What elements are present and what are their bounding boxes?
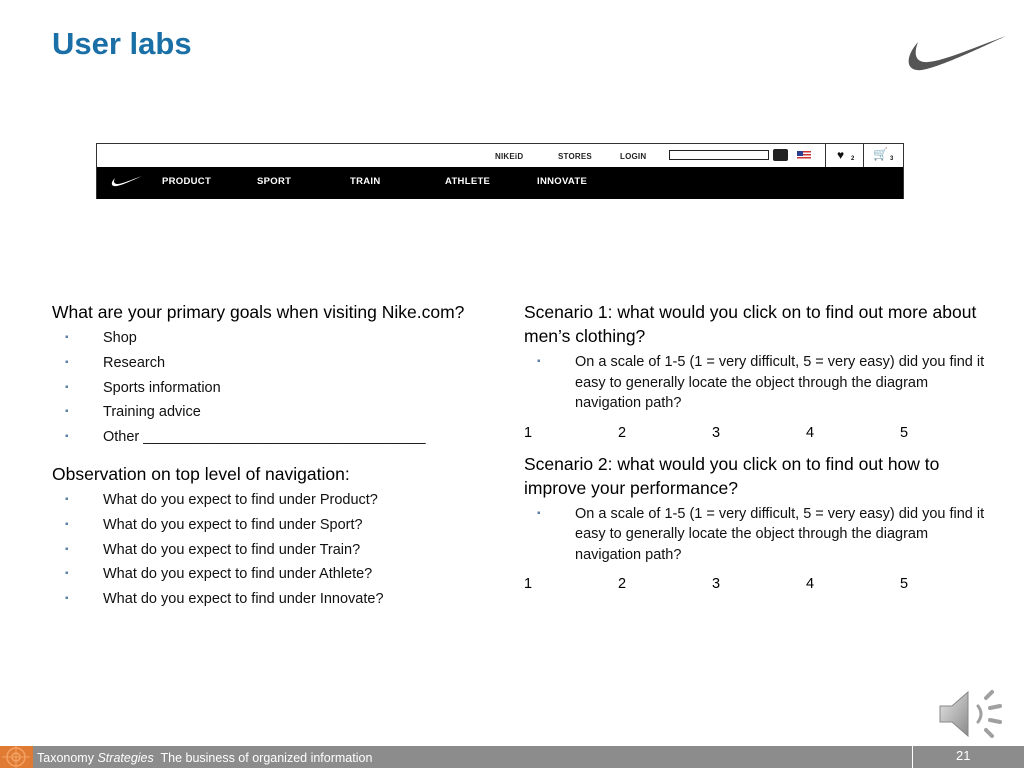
speaker-icon[interactable] [934,684,1006,744]
menu-sport[interactable]: SPORT [257,176,292,187]
nikeid-link[interactable]: NIKEiD [495,152,524,161]
scale-value: 2 [618,576,627,592]
list-item: ▪ Shop [52,326,492,351]
list-item: ▪ What do you expect to find under Innovate? [52,587,492,612]
scale-value: 1 [524,576,533,592]
ornament-icon [0,746,33,768]
scale-value: 5 [900,424,909,441]
observation-heading: Observation on top level of navigation: [52,463,350,484]
wishlist-count: 2 [851,156,855,162]
goals-list [52,326,492,450]
list-item: ▪ What do you expect to find under Sport? [52,513,492,538]
list-item: ▪ What do you expect to find under Athlete? [52,562,492,587]
scale-value: 2 [618,424,627,441]
goals-question: What are your primary goals when visiting Nike.com? [52,302,465,322]
rating-scale [524,425,994,441]
scenario-2-list [524,504,994,566]
list-item: ▪ On a scale of 1-5 (1 = very difficult, 5 = very easy) did you find it easy to generally locate the object through the diagram navigation path? [524,352,994,414]
footer-text [37,751,372,765]
footer-brand-italic: Strategies [97,751,154,765]
list-item: ▪ Sports information [52,376,492,401]
rating-scale [524,576,994,592]
nike-swoosh-icon[interactable] [109,175,143,187]
footer-bar [0,746,1024,768]
list-item: ▪ Other ___________________________________ [52,425,492,450]
scale-value: 3 [712,424,721,441]
menu-athlete[interactable]: ATHLETE [445,176,491,187]
nike-navigation-mockup [96,143,904,199]
scale-value: 4 [806,424,815,441]
scenario-1-list [524,352,994,414]
footer-divider [912,746,913,768]
left-column [52,300,492,612]
search-icon[interactable] [773,149,788,161]
page-number: 21 [956,748,971,763]
list-item: ▪ Training advice [52,400,492,425]
right-column [524,300,994,603]
nav-main-bar [97,167,903,199]
list-item: ▪ What do you expect to find under Train? [52,538,492,563]
divider [863,144,864,167]
scenario-2-question: Scenario 2: what would you click on to find out how to improve your performance? [524,453,940,498]
scenario-1-question: Scenario 1: what would you click on to find out more about men’s clothing? [524,302,977,346]
scale-value: 5 [900,576,909,592]
observation-list [52,488,492,612]
footer-tagline: The business of organized information [160,751,373,765]
scale-value: 1 [524,424,533,441]
nike-swoosh-logo [900,28,1010,76]
stores-link[interactable]: STORES [558,152,592,161]
login-link[interactable]: LOGIN [620,152,647,161]
menu-train[interactable]: TRAIN [350,176,381,187]
us-flag-icon[interactable] [797,151,811,160]
menu-product[interactable]: PRODUCT [162,176,212,187]
list-item: ▪ What do you expect to find under Product? [52,488,492,513]
search-input[interactable] [669,150,769,160]
scale-value: 4 [806,576,815,592]
list-item: ▪ Research [52,351,492,376]
menu-innovate[interactable]: INNOVATE [537,176,588,187]
scale-value: 3 [712,576,721,592]
divider [825,144,826,167]
cart-icon[interactable]: 🛒 [873,147,888,161]
list-item: ▪ On a scale of 1-5 (1 = very difficult, 5 = very easy) did you find it easy to generally locate the object through the diagram navigation path? [524,504,994,566]
footer-brand: Taxonomy [37,751,94,765]
slide-title: User labs [52,26,192,61]
cart-count: 3 [890,156,894,162]
nav-utility-bar [97,144,903,167]
footer-accent [0,746,33,768]
heart-icon[interactable]: ♥ [837,148,845,162]
